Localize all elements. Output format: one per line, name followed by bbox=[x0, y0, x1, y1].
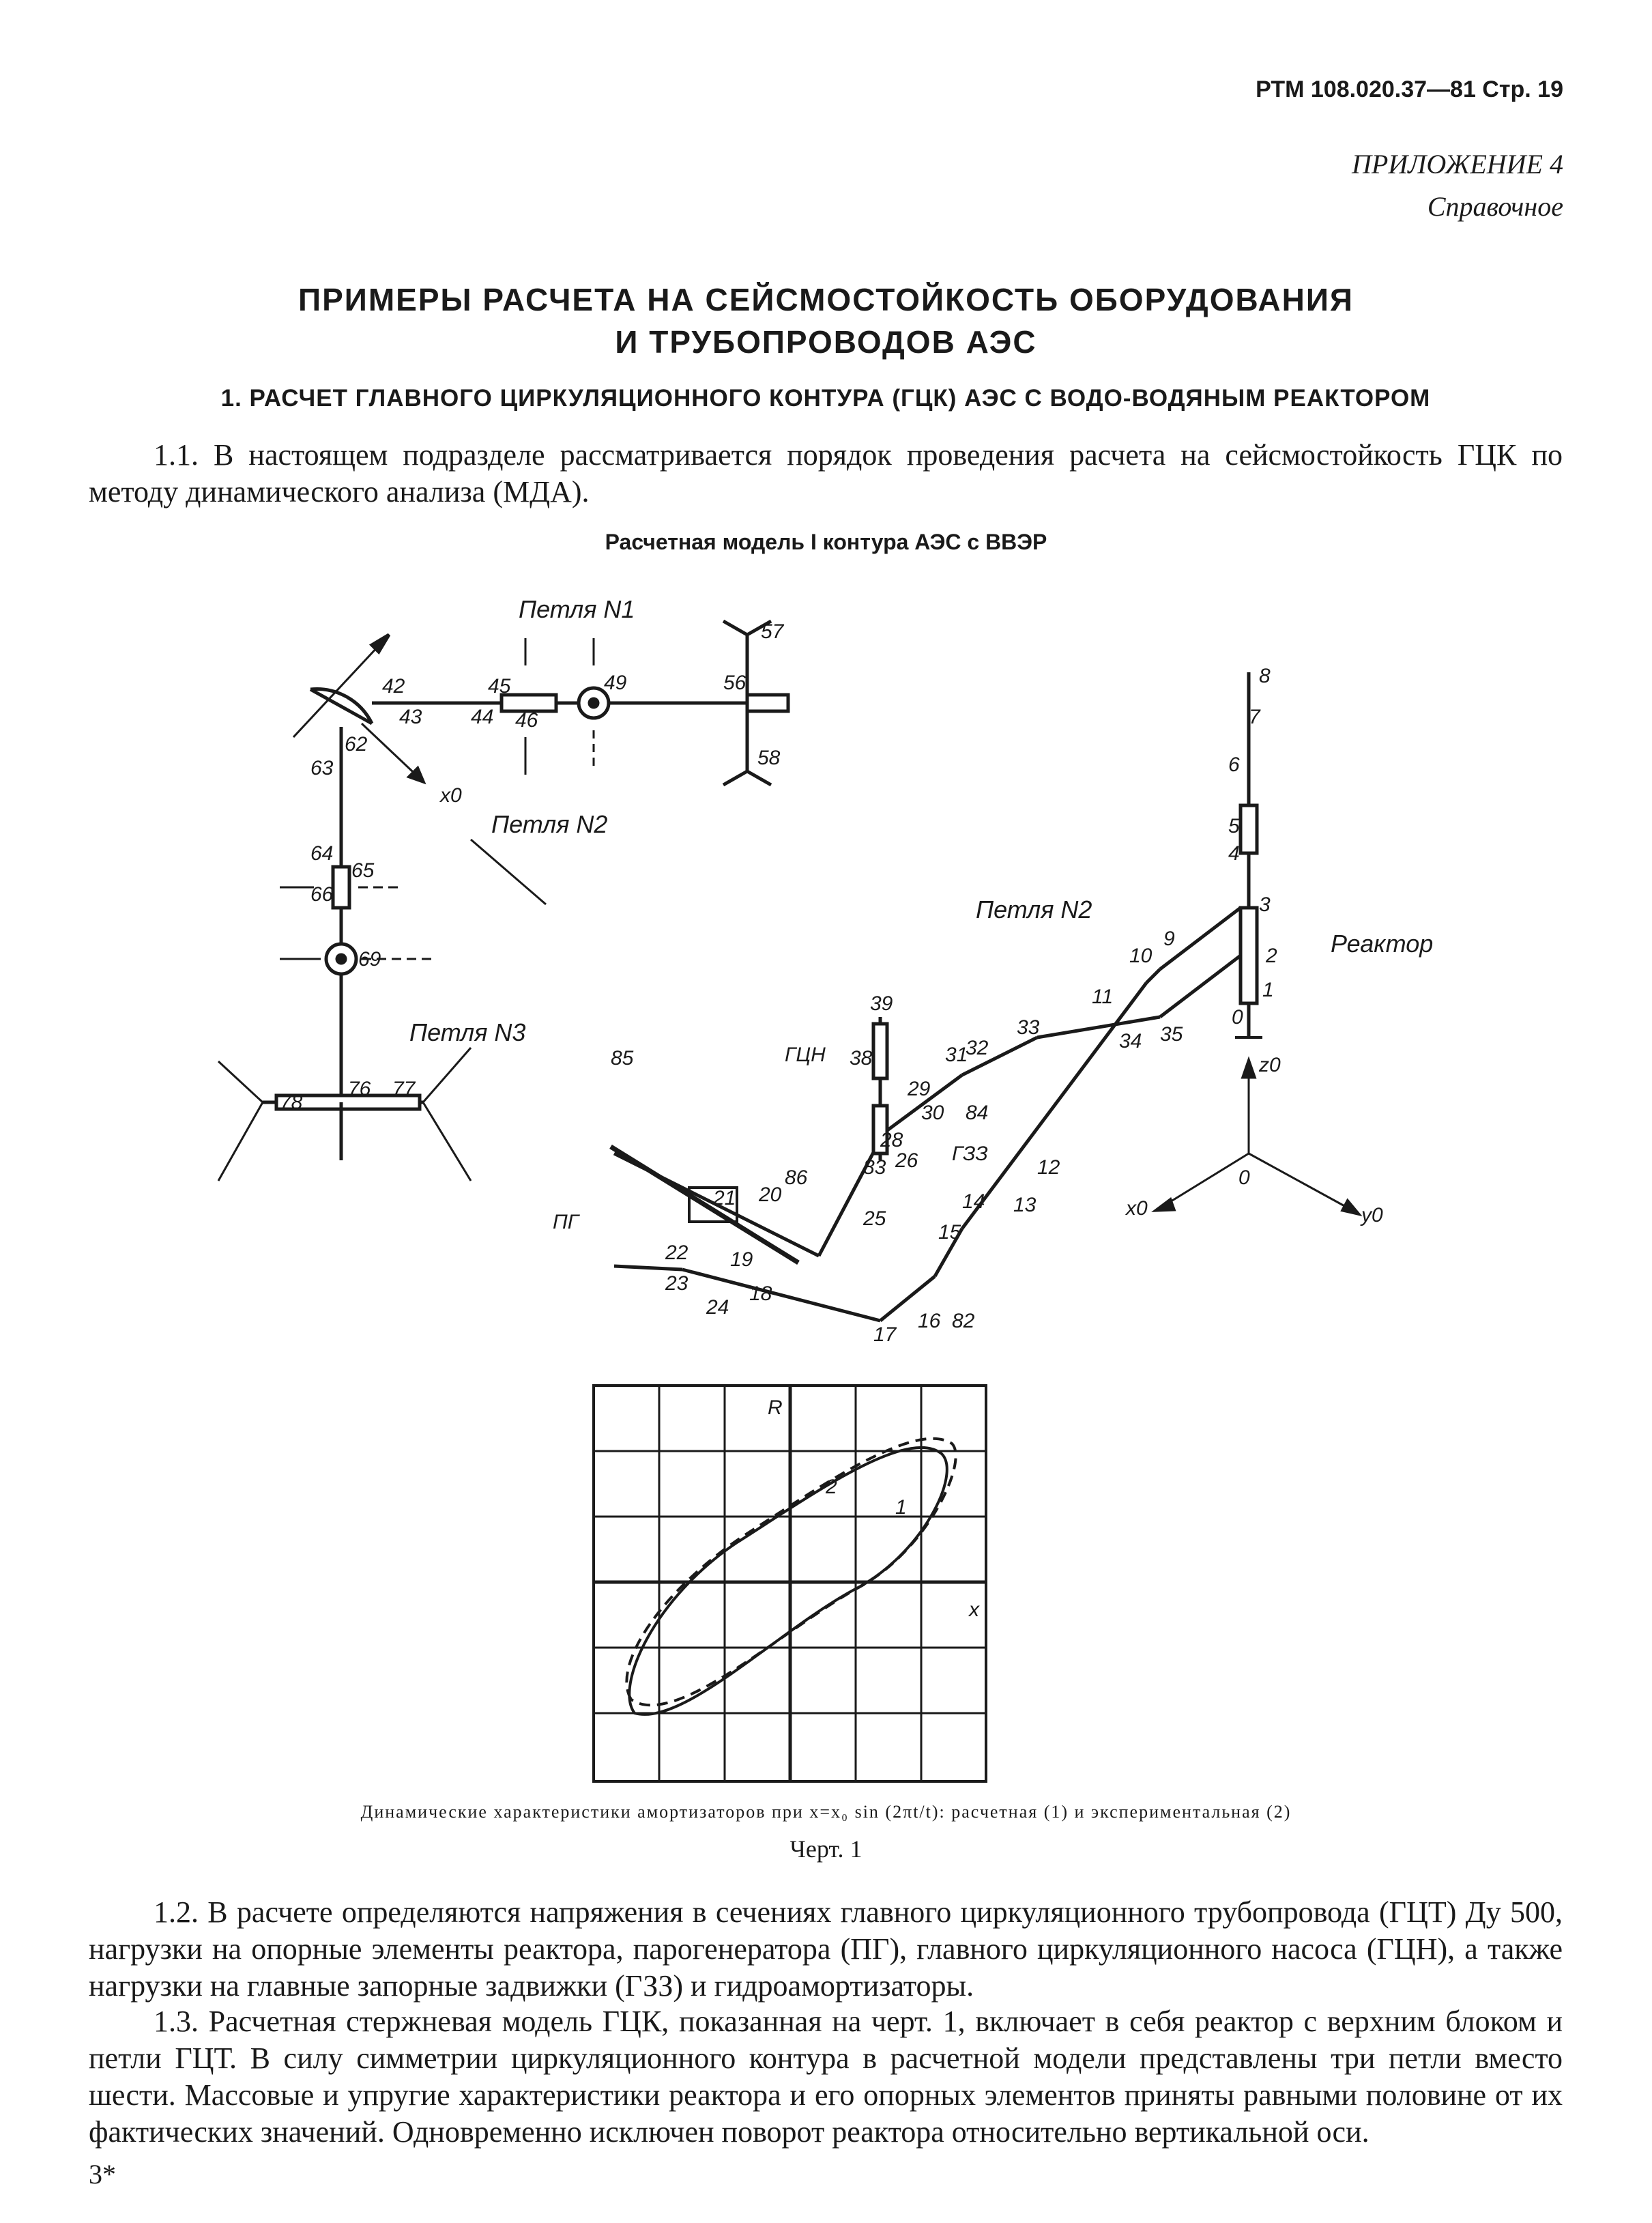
node-label-11: 11 bbox=[1092, 986, 1114, 1008]
axis-z-label: z0 bbox=[1259, 1054, 1281, 1076]
node-label-78: 78 bbox=[280, 1091, 303, 1114]
node-label-32: 32 bbox=[966, 1037, 989, 1059]
node-label-8: 8 bbox=[1259, 665, 1271, 687]
node-label-66: 66 bbox=[310, 883, 334, 906]
title-line-2: И ТРУБОПРОВОДОВ АЭС bbox=[615, 324, 1037, 360]
node-label-7: 7 bbox=[1249, 706, 1260, 728]
appendix-type: Справочное bbox=[1427, 191, 1563, 222]
loop2-right-label: Петля N2 bbox=[976, 895, 1092, 923]
node-label-38: 38 bbox=[850, 1047, 873, 1070]
node-label-35: 35 bbox=[1160, 1023, 1183, 1046]
section-heading: 1. РАСЧЕТ ГЛАВНОГО ЦИРКУЛЯЦИОННОГО КОНТУРА (ГЦК) АЭС С ВОДО-ВОДЯНЫМ РЕАКТОРОМ bbox=[220, 385, 1431, 412]
chart-x-axis-label: x bbox=[969, 1598, 979, 1621]
node-label-86: 86 bbox=[785, 1166, 808, 1189]
node-label-46: 46 bbox=[515, 709, 538, 732]
axis-x-label: x0 bbox=[1126, 1197, 1148, 1220]
node-label-63: 63 bbox=[310, 757, 334, 779]
axis-y-label: y0 bbox=[1361, 1204, 1383, 1227]
curve-1-label: 1 bbox=[895, 1496, 907, 1519]
node-label-28: 28 bbox=[880, 1129, 903, 1151]
node-label-19: 19 bbox=[730, 1248, 753, 1271]
figure-number: Черт. 1 bbox=[789, 1835, 863, 1863]
node-label-69: 69 bbox=[358, 948, 381, 971]
node-label-45: 45 bbox=[488, 675, 511, 698]
node-label-56: 56 bbox=[723, 672, 747, 694]
node-label-44: 44 bbox=[471, 706, 494, 728]
node-label-20: 20 bbox=[759, 1184, 782, 1206]
page-mark: 3* bbox=[89, 2159, 116, 2190]
node-label-49: 49 bbox=[604, 672, 627, 694]
page-header-ref: РТМ 108.020.37—81 Стр. 19 bbox=[1256, 76, 1563, 102]
node-label-85: 85 bbox=[611, 1047, 634, 1070]
node-label-0: 0 bbox=[1232, 1006, 1243, 1029]
node-label-31: 31 bbox=[945, 1044, 968, 1066]
paragraph-1-3: 1.3. Расчетная стержневая модель ГЦК, показанная на черт. 1, включает в себя реактор с верхним блоком и петли ГЦТ. В силу симметрии циркуляционного контура в расчетной модели представлены три петли вместо шести. Массовые и упругие характеристики реактора и его опорных элементов приняты равными половине от их фактических значений. Одновременно исключен поворот реактора относительно вертикальной оси. bbox=[89, 2005, 1563, 2149]
node-label-6: 6 bbox=[1228, 754, 1240, 776]
node-label-62: 62 bbox=[345, 733, 368, 756]
figure-title: Расчетная модель I контура АЭС с ВВЭР bbox=[605, 530, 1047, 554]
node-label-12: 12 bbox=[1037, 1156, 1060, 1179]
node-label-33: 33 bbox=[1017, 1016, 1040, 1039]
node-label-1: 1 bbox=[1262, 979, 1274, 1001]
node-label-23: 23 bbox=[665, 1272, 689, 1295]
node-label-82: 82 bbox=[952, 1310, 975, 1332]
node-label-2: 2 bbox=[1266, 945, 1277, 967]
damper-chart bbox=[594, 1386, 986, 1781]
steam-gen-label: ПГ bbox=[553, 1211, 579, 1233]
node-label-14: 14 bbox=[962, 1190, 985, 1213]
paragraph-1-1: 1.1. В настоящем подразделе рассматривается порядок проведения расчета на сейсмостойкость ГЦК по методу динамического анализа (МДА). bbox=[89, 438, 1563, 508]
node-label-26: 26 bbox=[895, 1149, 918, 1172]
chart-y-axis-label: R bbox=[768, 1396, 783, 1419]
node-label-42: 42 bbox=[382, 675, 405, 698]
node-label-10: 10 bbox=[1129, 945, 1153, 967]
node-label-29: 29 bbox=[908, 1078, 931, 1100]
loop1-label: Петля N1 bbox=[519, 595, 635, 623]
node-label-21: 21 bbox=[713, 1187, 736, 1209]
node-label-34: 34 bbox=[1119, 1030, 1142, 1052]
node-label-9: 9 bbox=[1163, 928, 1175, 950]
node-label-25: 25 bbox=[863, 1207, 886, 1230]
node-label-17: 17 bbox=[873, 1323, 897, 1346]
node-label-65: 65 bbox=[351, 859, 375, 882]
node-label-24: 24 bbox=[706, 1296, 729, 1319]
axis-x-left-label: x0 bbox=[440, 784, 462, 807]
loop2-left-label: Петля N2 bbox=[491, 810, 608, 838]
node-label-57: 57 bbox=[761, 620, 784, 643]
node-label-64: 64 bbox=[310, 842, 334, 865]
figure-caption: Динамические характеристики амортизаторов при x=x₀ sin (2πt/t): расчетная (1) и экспериментальная (2) bbox=[360, 1802, 1292, 1822]
node-label-16: 16 bbox=[918, 1310, 941, 1332]
node-label-58: 58 bbox=[757, 747, 781, 769]
appendix-number: ПРИЛОЖЕНИЕ 4 bbox=[1352, 149, 1563, 180]
axis-origin-label: 0 bbox=[1238, 1166, 1250, 1189]
paragraph-1-2: 1.2. В расчете определяются напряжения в сечениях главного циркуляционного трубопровода (ГЦТ) Ду 500, нагрузки на опорные элементы реактора, парогенератора (ПГ), главного циркуляционного насоса (ГЦН), а также нагрузки на главные запорные задвижки (ГЗЗ) и гидроамортизаторы. bbox=[89, 1895, 1563, 2003]
reactor-label: Реактор bbox=[1331, 930, 1434, 958]
valve-label: ГЗЗ bbox=[952, 1143, 988, 1165]
title-line-1: ПРИМЕРЫ РАСЧЕТА НА СЕЙСМОСТОЙКОСТЬ ОБОРУДОВАНИЯ bbox=[298, 282, 1354, 317]
loop3-label: Петля N3 bbox=[409, 1018, 526, 1046]
node-label-18: 18 bbox=[749, 1282, 772, 1305]
node-label-76: 76 bbox=[348, 1078, 371, 1100]
node-label-43: 43 bbox=[399, 706, 422, 728]
pump-label: ГЦН bbox=[785, 1044, 826, 1066]
node-label-13: 13 bbox=[1013, 1194, 1037, 1216]
node-label-22: 22 bbox=[665, 1242, 689, 1264]
node-label-39: 39 bbox=[870, 992, 893, 1015]
curve-2-label: 2 bbox=[826, 1476, 837, 1498]
node-label-30: 30 bbox=[921, 1102, 944, 1124]
node-label-83: 83 bbox=[863, 1156, 886, 1179]
node-label-4: 4 bbox=[1228, 842, 1240, 865]
node-label-77: 77 bbox=[392, 1078, 416, 1100]
node-label-5: 5 bbox=[1228, 815, 1240, 837]
node-label-3: 3 bbox=[1259, 893, 1271, 916]
node-label-15: 15 bbox=[938, 1221, 961, 1244]
node-label-84: 84 bbox=[966, 1102, 989, 1124]
